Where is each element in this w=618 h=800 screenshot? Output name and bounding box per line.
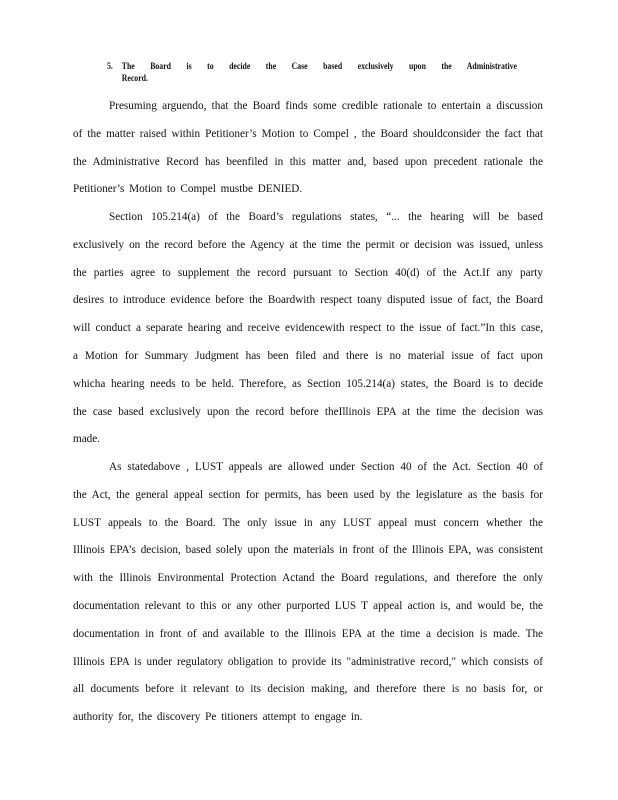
- section-heading-text: The Board is to decide the Case based exclusively upon the Administrative: [121, 62, 517, 72]
- section-heading-line1: [107, 61, 517, 73]
- section-heading-line2: Record.: [121, 74, 148, 84]
- paragraph-2: [73, 204, 543, 454]
- paragraph-2-text: Section 105.214(a) of the Board’s regulations states, “... the hearing will be based exclusively on the record before the Agency at the time the permit or decision was issued, unless the parties agree to supplement the record pursuant to Section 40(d) of the Act.If any party desires to introduce evidence before the Boardwith respect toany disputed issue of fact, the Board will conduct a separate hearing and receive evidencewith respect to the issue of fact.”In this case, a Motion for Summary Judgment has been filed and there is no material issue of fact upon whicha hearing needs to be held. Therefore, as Section 105.214(a) states, the Board is to decide the case based exclusively upon the record before theIllinois EPA at the time the decision was made.: [73, 211, 543, 446]
- paragraph-1-text: Presuming arguendo, that the Board finds some credible rationale to entertain a discussion of the matter raised within Petitioner’s Motion to Compel , the Board shouldconsider the fact that the Administrative Record has beenfiled in this matter and, based upon precedent rationale the Petitioner’s Motion to Compel mustbe DENIED.: [73, 100, 543, 196]
- section-number: 5.: [107, 62, 113, 72]
- paragraph-3-text: As statedabove , LUST appeals are allowed under Section 40 of the Act. Section 40 of the Act, the general appeal section for permits, has been used by the legislature as the basis for LUST appeals to the Board. The only issue in any LUST appeal must concern whether the Illinois EPA’s decision, based solely upon the materials in front of the Illinois EPA, was consistent with the Illinois Environmental Protection Actand the Board regulations, and therefore the only documentation relevant to this or any other purported LUS T appeal action is, and would be, the documentation in front of and available to the Illinois EPA at the time a decision is made. The Illinois EPA is under regulatory obligation to provide its "administrative record," which consists of all documents before it relevant to its decision making, and therefore there is no basis for, or authority for, the discovery Pe titioners attempt to engage in.: [73, 461, 543, 724]
- section-heading: [107, 61, 517, 85]
- paragraph-1: [73, 93, 543, 204]
- paragraph-3: [73, 454, 543, 732]
